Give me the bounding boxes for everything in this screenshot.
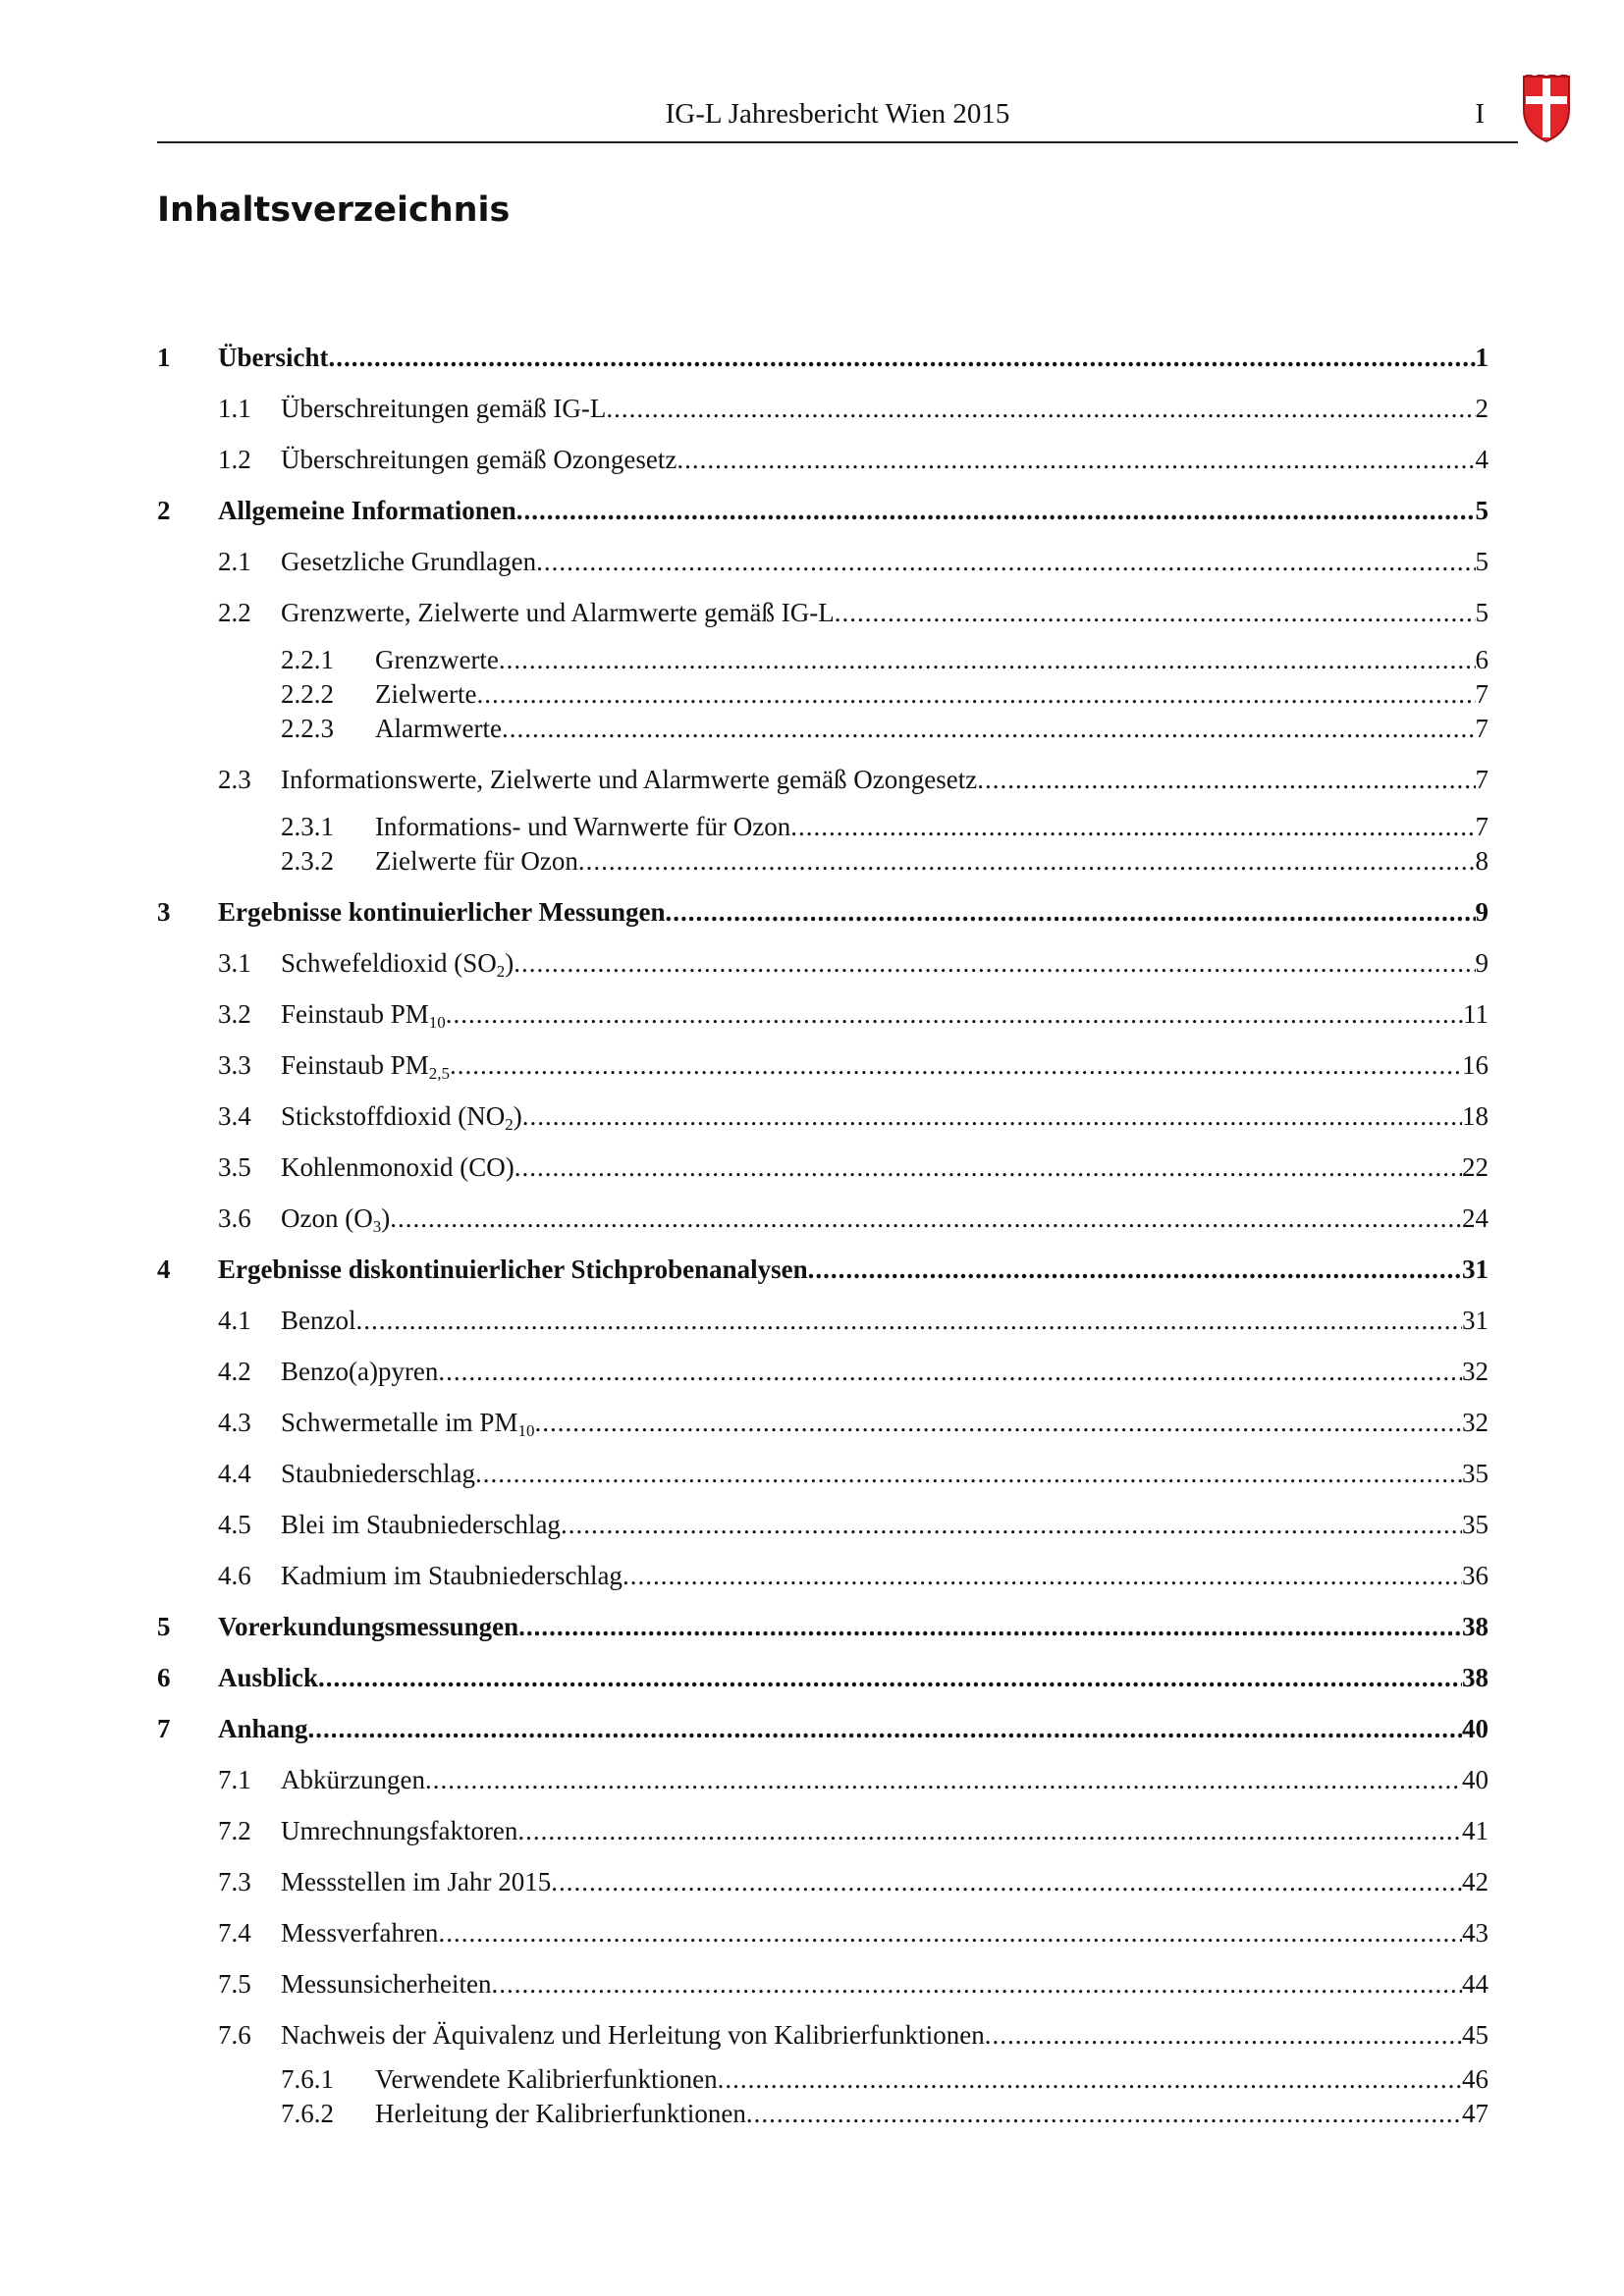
toc-entry-title-text: Nachweis der Äquivalenz und Herleitung von Kalibrierfunktionen <box>281 2020 985 2050</box>
toc-dot-leader <box>578 843 1476 879</box>
toc-entry[interactable] <box>157 1660 1489 1695</box>
toc-entry-subscript: 10 <box>517 1421 535 1440</box>
toc-dot-leader <box>746 2096 1462 2131</box>
toc-entry-line <box>281 1915 1489 1950</box>
toc-entry-title-text: Feinstaub PM <box>281 999 429 1029</box>
toc-entry-line <box>218 1660 1489 1695</box>
toc-entry-number: 1 <box>157 343 171 372</box>
toc-entry-line <box>281 996 1489 1032</box>
toc-entry[interactable] <box>157 493 1489 528</box>
toc-entry-page: 32 <box>1462 1408 1489 1437</box>
toc-entry-title-text: Grenzwerte, Zielwerte und Alarmwerte gemäß IG-L <box>281 598 835 627</box>
toc-entry[interactable] <box>157 2061 1489 2097</box>
toc-entry-line <box>281 595 1489 630</box>
toc-entry-number: 1.2 <box>218 445 251 474</box>
toc-entry-number: 2.2.1 <box>281 645 334 674</box>
toc-dot-leader <box>518 1609 1462 1644</box>
toc-entry-page: 8 <box>1475 846 1489 876</box>
toc-entry-page: 5 <box>1475 547 1489 576</box>
toc-entry-page: 5 <box>1475 496 1489 525</box>
toc-entry-page: 38 <box>1462 1612 1489 1641</box>
toc-entry[interactable] <box>157 595 1489 630</box>
toc-dot-leader <box>355 1303 1462 1338</box>
toc-entry-line <box>218 1252 1489 1287</box>
toc-dot-leader <box>985 2017 1462 2053</box>
toc-entry-number: 6 <box>157 1663 171 1692</box>
toc-entry[interactable] <box>157 1915 1489 1950</box>
toc-entry-title-text: Überschreitungen gemäß Ozongesetz <box>281 445 677 474</box>
toc-entry-title-text: Ausblick <box>218 1663 319 1692</box>
toc-dot-leader <box>677 442 1475 477</box>
toc-entry-title[interactable] <box>375 809 790 844</box>
toc-entry-title[interactable] <box>281 1915 438 1950</box>
toc-entry-title-suffix: ) <box>505 948 514 978</box>
toc-entry[interactable] <box>157 1609 1489 1644</box>
toc-entry-title[interactable] <box>281 762 977 797</box>
toc-dot-leader <box>318 1660 1462 1695</box>
toc-entry-number: 3.3 <box>218 1050 251 1080</box>
toc-entry-title-text: Allgemeine Informationen <box>218 496 516 525</box>
toc-entry[interactable] <box>157 809 1489 844</box>
toc-entry-title[interactable] <box>375 2061 718 2097</box>
toc-entry-title[interactable] <box>218 340 328 375</box>
toc-entry-number: 3.2 <box>218 999 251 1029</box>
toc-entry-title[interactable] <box>281 391 606 426</box>
toc-dot-leader <box>561 1507 1462 1542</box>
toc-entry-number: 1.1 <box>218 394 251 423</box>
toc-entry-line <box>218 493 1489 528</box>
toc-entry-page: 35 <box>1462 1510 1489 1539</box>
toc-entry-line <box>281 1864 1489 1899</box>
toc-entry-title-text: Blei im Staubniederschlag <box>281 1510 561 1539</box>
toc-dot-leader <box>390 1201 1462 1236</box>
toc-entry-subscript: 2 <box>505 1115 514 1134</box>
toc-entry[interactable] <box>157 1966 1489 2002</box>
toc-entry-title[interactable] <box>281 1864 551 1899</box>
toc-dot-leader <box>666 894 1476 930</box>
toc-dot-leader <box>623 1558 1462 1593</box>
toc-entry-title[interactable] <box>375 642 499 677</box>
toc-entry[interactable] <box>157 1252 1489 1287</box>
toc-entry-title[interactable] <box>281 595 835 630</box>
toc-entry-line <box>281 1098 1489 1134</box>
toc-entry-title-text: Zielwerte <box>375 679 477 709</box>
toc-entry-title[interactable] <box>281 996 446 1032</box>
toc-entry-title[interactable] <box>281 945 514 981</box>
toc-entry-number: 7.3 <box>218 1867 251 1896</box>
toc-entry-title-text: Informationswerte, Zielwerte und Alarmwerte gemäß Ozongesetz <box>281 765 978 794</box>
toc-entry-title-text: Feinstaub PM <box>281 1050 429 1080</box>
toc-entry-line <box>218 1711 1489 1746</box>
toc-entry-line <box>281 1201 1489 1236</box>
toc-dot-leader <box>516 493 1476 528</box>
toc-entry-title-text: Schwermetalle im PM <box>281 1408 518 1437</box>
toc-entry-number: 4 <box>157 1255 171 1284</box>
toc-entry[interactable] <box>157 544 1489 579</box>
toc-dot-leader <box>475 1456 1462 1491</box>
toc-entry-subscript: 3 <box>372 1217 382 1236</box>
toc-entry-page: 7 <box>1475 812 1489 841</box>
toc-entry[interactable] <box>157 1558 1489 1593</box>
toc-entry-title[interactable] <box>218 1609 518 1644</box>
toc-entry-number: 4.4 <box>218 1459 251 1488</box>
toc-entry-number: 2 <box>157 496 171 525</box>
toc-entry-line <box>281 1354 1489 1389</box>
toc-entry-line <box>375 843 1489 879</box>
toc-entry-title-suffix: ) <box>381 1203 391 1233</box>
toc-dot-leader <box>517 1813 1462 1848</box>
toc-entry-title[interactable] <box>281 1201 390 1236</box>
toc-entry-page: 11 <box>1463 999 1489 1029</box>
toc-entry-number: 7.2 <box>218 1816 251 1845</box>
toc-entry-title[interactable] <box>281 1405 534 1440</box>
toc-entry-number: 3.4 <box>218 1101 251 1131</box>
toc-entry-line <box>375 2061 1489 2097</box>
toc-entry-line <box>281 544 1489 579</box>
toc-entry-title[interactable] <box>281 1098 522 1134</box>
toc-entry-number: 2.2 <box>218 598 251 627</box>
toc-entry-title[interactable] <box>281 1558 623 1593</box>
toc-entry[interactable] <box>157 642 1489 677</box>
toc-entry[interactable] <box>157 1354 1489 1389</box>
toc-entry-title-text: Abkürzungen <box>281 1765 425 1794</box>
toc-entry-page: 31 <box>1462 1255 1489 1284</box>
toc-entry-title-text: Kohlenmonoxid (CO) <box>281 1152 514 1182</box>
toc-dot-leader <box>977 762 1475 797</box>
toc-entry-number: 5 <box>157 1612 171 1641</box>
toc-entry-line <box>281 391 1489 426</box>
toc-entry-title[interactable] <box>281 1762 425 1797</box>
toc-entry-page: 1 <box>1475 343 1489 372</box>
toc-dot-leader <box>790 809 1475 844</box>
toc-entry-title[interactable] <box>281 1047 450 1083</box>
toc-entry-title-text: Staubniederschlag <box>281 1459 475 1488</box>
toc-entry-line <box>281 1507 1489 1542</box>
toc-entry[interactable] <box>157 1507 1489 1542</box>
toc-entry-title-text: Umrechnungsfaktoren <box>281 1816 518 1845</box>
toc-entry-title[interactable] <box>281 544 536 579</box>
toc-entry-page: 24 <box>1462 1203 1489 1233</box>
toc-entry-page: 5 <box>1475 598 1489 627</box>
toc-entry[interactable] <box>157 711 1489 746</box>
toc-entry-title-text: Benzol <box>281 1306 356 1335</box>
toc-entry-page: 40 <box>1462 1765 1489 1794</box>
toc-entry-number: 4.3 <box>218 1408 251 1437</box>
toc-entry-title-text: Alarmwerte <box>375 714 502 743</box>
toc-entry-title-text: Vorerkundungsmessungen <box>218 1612 519 1641</box>
toc-entry-number: 3.5 <box>218 1152 251 1182</box>
toc-dot-leader <box>499 642 1476 677</box>
toc-dot-leader <box>522 1098 1462 1134</box>
toc-entry-line <box>375 642 1489 677</box>
toc-entry-title[interactable] <box>375 2096 746 2131</box>
toc-entry-number: 7.6.1 <box>281 2064 334 2094</box>
toc-dot-leader <box>606 391 1475 426</box>
toc-entry[interactable] <box>157 676 1489 712</box>
toc-entry-line <box>218 894 1489 930</box>
toc-entry-line <box>375 809 1489 844</box>
toc-entry-title-suffix: ) <box>513 1101 522 1131</box>
toc-dot-leader <box>328 340 1475 375</box>
toc-entry-line <box>375 711 1489 746</box>
toc-entry[interactable] <box>157 843 1489 879</box>
toc-entry[interactable] <box>157 2017 1489 2053</box>
toc-entry-page: 7 <box>1475 714 1489 743</box>
toc-entry-page: 43 <box>1462 1918 1489 1948</box>
toc-entry-page: 18 <box>1462 1101 1489 1131</box>
toc-entry[interactable] <box>157 1456 1489 1491</box>
toc-entry-subscript: 2 <box>496 962 506 981</box>
toc-entry-page: 40 <box>1462 1714 1489 1743</box>
toc-entry-title-text: Benzo(a)pyren <box>281 1357 439 1386</box>
toc-entry-title-text: Messunsicherheiten <box>281 1969 492 1999</box>
toc-entry[interactable] <box>157 391 1489 426</box>
toc-entry-line <box>218 1609 1489 1644</box>
toc-entry-page: 46 <box>1462 2064 1489 2094</box>
toc-entry-title-text: Ergebnisse kontinuierlicher Messungen <box>218 897 666 927</box>
toc-entry[interactable] <box>157 1813 1489 1848</box>
toc-heading: Inhaltsverzeichnis <box>157 190 511 230</box>
toc-dot-leader <box>425 1762 1462 1797</box>
toc-entry-page: 16 <box>1462 1050 1489 1080</box>
toc-entry-title[interactable] <box>218 894 666 930</box>
toc-dot-leader <box>438 1915 1462 1950</box>
toc-entry-line <box>375 2096 1489 2131</box>
toc-entry-page: 47 <box>1462 2099 1489 2128</box>
toc-entry-number: 2.3 <box>218 765 251 794</box>
toc-entry-number: 3.1 <box>218 948 251 978</box>
toc-entry-title-text: Schwefeldioxid (SO <box>281 948 497 978</box>
toc-entry-title[interactable] <box>281 1966 491 2002</box>
toc-entry[interactable] <box>157 1201 1489 1236</box>
toc-entry-line <box>218 340 1489 375</box>
table-of-contents <box>157 0 1489 2296</box>
toc-entry-line <box>281 762 1489 797</box>
toc-entry-subscript: 10 <box>428 1013 446 1032</box>
toc-entry-line <box>281 1558 1489 1593</box>
toc-dot-leader <box>536 544 1475 579</box>
toc-dot-leader <box>450 1047 1462 1083</box>
toc-entry-page: 41 <box>1462 1816 1489 1845</box>
toc-entry[interactable] <box>157 1149 1489 1185</box>
toc-entry-number: 7.4 <box>218 1918 251 1948</box>
toc-entry-page: 7 <box>1475 765 1489 794</box>
toc-entry-title-text: Gesetzliche Grundlagen <box>281 547 537 576</box>
toc-entry-page: 2 <box>1475 394 1489 423</box>
toc-entry-page: 9 <box>1475 897 1489 927</box>
toc-entry-line <box>281 945 1489 981</box>
toc-entry-title-text: Messverfahren <box>281 1918 439 1948</box>
toc-entry-page: 45 <box>1462 2020 1489 2050</box>
toc-dot-leader <box>491 1966 1462 2002</box>
toc-dot-leader <box>438 1354 1462 1389</box>
toc-entry-page: 35 <box>1462 1459 1489 1488</box>
toc-dot-leader <box>808 1252 1462 1287</box>
toc-entry-title[interactable] <box>281 1456 475 1491</box>
toc-dot-leader <box>502 711 1476 746</box>
toc-entry[interactable] <box>157 1864 1489 1899</box>
toc-dot-leader <box>835 595 1476 630</box>
toc-entry-line <box>281 1047 1489 1083</box>
toc-entry-number: 2.3.2 <box>281 846 334 876</box>
toc-entry-line <box>281 1405 1489 1440</box>
toc-entry-title[interactable] <box>281 1813 517 1848</box>
toc-entry-page: 6 <box>1475 645 1489 674</box>
toc-entry-line <box>281 1149 1489 1185</box>
toc-entry[interactable] <box>157 1762 1489 1797</box>
vienna-coat-of-arms-icon <box>1521 75 1572 143</box>
toc-entry-line <box>281 1303 1489 1338</box>
toc-entry-title[interactable] <box>218 1252 808 1287</box>
toc-entry-number: 7.6 <box>218 2020 251 2050</box>
toc-entry[interactable] <box>157 340 1489 375</box>
toc-entry-number: 2.2.3 <box>281 714 334 743</box>
toc-entry-line <box>281 2017 1489 2053</box>
toc-entry-title-text: Messstellen im Jahr 2015 <box>281 1867 552 1896</box>
toc-entry-title-text: Ozon (O <box>281 1203 373 1233</box>
toc-entry-title[interactable] <box>375 711 502 746</box>
toc-entry-title-text: Stickstoffdioxid (NO <box>281 1101 506 1131</box>
toc-entry[interactable] <box>157 1303 1489 1338</box>
toc-entry-page: 4 <box>1475 445 1489 474</box>
toc-entry[interactable] <box>157 1047 1489 1083</box>
toc-entry-title-text: Kadmium im Staubniederschlag <box>281 1561 623 1590</box>
toc-entry[interactable] <box>157 762 1489 797</box>
toc-entry-title[interactable] <box>281 1507 561 1542</box>
toc-entry-title-text: Herleitung der Kalibrierfunktionen <box>375 2099 746 2128</box>
toc-entry-page: 42 <box>1462 1867 1489 1896</box>
toc-entry-number: 7 <box>157 1714 171 1743</box>
toc-entry-page: 36 <box>1462 1561 1489 1590</box>
toc-entry-number: 3.6 <box>218 1203 251 1233</box>
toc-dot-leader <box>514 1149 1462 1185</box>
toc-entry[interactable] <box>157 1098 1489 1134</box>
toc-dot-leader <box>718 2061 1462 2097</box>
toc-entry-title-text: Grenzwerte <box>375 645 499 674</box>
toc-entry-number: 2.1 <box>218 547 251 576</box>
toc-entry-line <box>375 676 1489 712</box>
toc-entry-line <box>281 1966 1489 2002</box>
toc-entry-title[interactable] <box>281 442 677 477</box>
toc-entry[interactable] <box>157 1711 1489 1746</box>
toc-entry-number: 4.5 <box>218 1510 251 1539</box>
toc-entry-line <box>281 442 1489 477</box>
toc-entry-page: 44 <box>1462 1969 1489 1999</box>
toc-entry-line <box>281 1762 1489 1797</box>
toc-entry-title[interactable] <box>281 2017 985 2053</box>
toc-entry-title-text: Überschreitungen gemäß IG-L <box>281 394 607 423</box>
page-number: I <box>1475 98 1485 130</box>
toc-dot-leader <box>308 1711 1462 1746</box>
toc-entry-number: 3 <box>157 897 171 927</box>
toc-entry-title[interactable] <box>218 493 516 528</box>
toc-dot-leader <box>551 1864 1462 1899</box>
toc-entry-page: 38 <box>1462 1663 1489 1692</box>
toc-entry-number: 7.1 <box>218 1765 251 1794</box>
toc-entry[interactable] <box>157 1405 1489 1440</box>
toc-entry[interactable] <box>157 996 1489 1032</box>
toc-dot-leader <box>534 1405 1462 1440</box>
toc-entry[interactable] <box>157 442 1489 477</box>
toc-entry-title[interactable] <box>281 1303 355 1338</box>
toc-entry-page: 7 <box>1475 679 1489 709</box>
toc-entry[interactable] <box>157 2096 1489 2131</box>
toc-entry-number: 4.1 <box>218 1306 251 1335</box>
toc-entry-title-text: Informations- und Warnwerte für Ozon <box>375 812 791 841</box>
toc-entry-title[interactable] <box>218 1711 308 1746</box>
toc-entry-page: 9 <box>1475 948 1489 978</box>
toc-entry-number: 7.5 <box>218 1969 251 1999</box>
toc-entry-title[interactable] <box>218 1660 318 1695</box>
toc-entry-title-text: Verwendete Kalibrierfunktionen <box>375 2064 718 2094</box>
toc-entry-title[interactable] <box>281 1149 514 1185</box>
toc-entry-page: 31 <box>1462 1306 1489 1335</box>
toc-entry-subscript: 2,5 <box>428 1064 451 1083</box>
toc-entry-number: 4.6 <box>218 1561 251 1590</box>
toc-entry-title[interactable] <box>375 676 476 712</box>
toc-dot-leader <box>446 996 1463 1032</box>
toc-dot-leader <box>476 676 1475 712</box>
toc-entry-title[interactable] <box>281 1354 438 1389</box>
toc-dot-leader <box>514 945 1475 981</box>
toc-entry-title-text: Anhang <box>218 1714 308 1743</box>
toc-entry-line <box>281 1456 1489 1491</box>
toc-entry-title-text: Übersicht <box>218 343 329 372</box>
toc-entry[interactable] <box>157 894 1489 930</box>
toc-entry-number: 4.2 <box>218 1357 251 1386</box>
toc-entry-number: 7.6.2 <box>281 2099 334 2128</box>
toc-entry-number: 2.2.2 <box>281 679 334 709</box>
toc-entry-page: 32 <box>1462 1357 1489 1386</box>
toc-entry-number: 2.3.1 <box>281 812 334 841</box>
toc-entry[interactable] <box>157 945 1489 981</box>
header-title: IG-L Jahresbericht Wien 2015 <box>665 98 1010 130</box>
toc-entry-page: 22 <box>1462 1152 1489 1182</box>
toc-entry-title-text: Zielwerte für Ozon <box>375 846 578 876</box>
toc-entry-title-text: Ergebnisse diskontinuierlicher Stichprobenanalysen <box>218 1255 808 1284</box>
toc-entry-title[interactable] <box>375 843 578 879</box>
toc-entry-line <box>281 1813 1489 1848</box>
